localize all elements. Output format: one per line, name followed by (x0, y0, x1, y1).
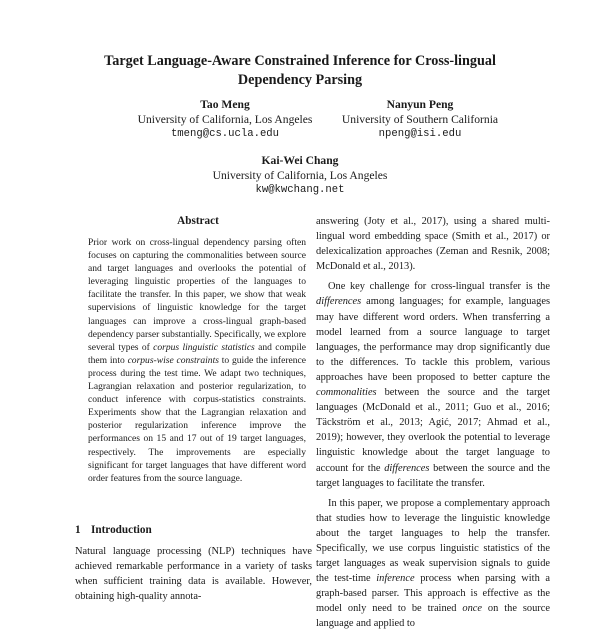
author-email: npeng@isi.edu (378, 128, 462, 140)
section-heading-introduction (75, 524, 152, 536)
author-affiliation: University of California, Los Angeles (137, 113, 313, 126)
author-name: Tao Meng (200, 98, 250, 111)
intro-paragraph: Natural language processing (NLP) techniques have achieved remarkable performance in a variety of tasks when sufficient training data is available. However, obtaining high-quality annota- (75, 546, 312, 603)
author-block (180, 153, 420, 198)
author-name: Kai-Wei Chang (261, 154, 339, 167)
author-email: tmeng@cs.ucla.edu (170, 128, 280, 140)
title-line-2: Dependency Parsing (237, 72, 363, 88)
abstract-text: Prior work on cross-lingual dependency parsing often focuses on capturing the commonalities between source and target languages and overlooks the potential of leveraging linguistic properties of the languages to facilitate the transfer. In this paper, we show that weak supervisions of linguistic knowledge for the target languages can improve a cross-lingual graph-based dependency parser substantially. Specifically, we explore several types of corpus linguistic statistics and compile them into corpus-wise constraints to guide the inference process during the test time. We adapt two techniques, Lagrangian relaxation and posterior regularization, to conduct inference with corpus-statistics constraints. Experiments show that the Lagrangian relaxation and posterior regularization inference improve the performances on 15 and 17 out of 19 target languages, respectively. The improvements are especially significant for target languages that have different word order features from the source language. (88, 237, 306, 484)
author-email: kw@kwchang.net (255, 184, 345, 196)
paragraph-challenge: One key challenge for cross-lingual transfer is the differences among languages; for example, languages may have different word orders. When transferring a model learned from a source language to target languages, the performance may drop significantly due to the differences. To tackle this problem, various approaches have been proposed to better capture the commonalities between the source and the target languages (McDonald et al., 2011; Guo et al., 2016; Täckström et al., 2013; Agić, 2017; Ahmad et al., 2019); however, they overlook the potential to leverage linguistic knowledge about the target language to account for the differences between the source and the target languages to facilitate the transfer. (316, 281, 550, 489)
section-title: Introduction (91, 524, 152, 536)
right-column (316, 214, 550, 632)
paragraph-proposal: In this paper, we propose a complementary approach that studies how to leverage the linguistic knowledge about the target languages to help the transfer. Specifically, we use corpus linguistic statistics of the target languages as weak supervision signals to guide the test-time inference process when parsing with a graph-based parser. This approach is effective as the model only need to be trained once on the source language and applied to (316, 497, 550, 630)
paper-title (0, 52, 600, 90)
author-block (300, 97, 540, 142)
author-affiliation: University of California, Los Angeles (212, 169, 388, 182)
paragraph-continued: answering (Joty et al., 2017), using a shared multi-lingual word embedding space (Smith et al., 2017) or delexicalization approaches (Zeman and Resnik, 2008; McDonald et al., 2013). (316, 216, 550, 273)
abstract-heading: Abstract (177, 215, 219, 227)
title-line-1: Target Language-Aware Constrained Inference for Cross-lingual (104, 53, 496, 69)
author-name: Nanyun Peng (386, 98, 454, 111)
author-affiliation: University of Southern California (341, 113, 499, 126)
section-number: 1 (75, 524, 81, 536)
